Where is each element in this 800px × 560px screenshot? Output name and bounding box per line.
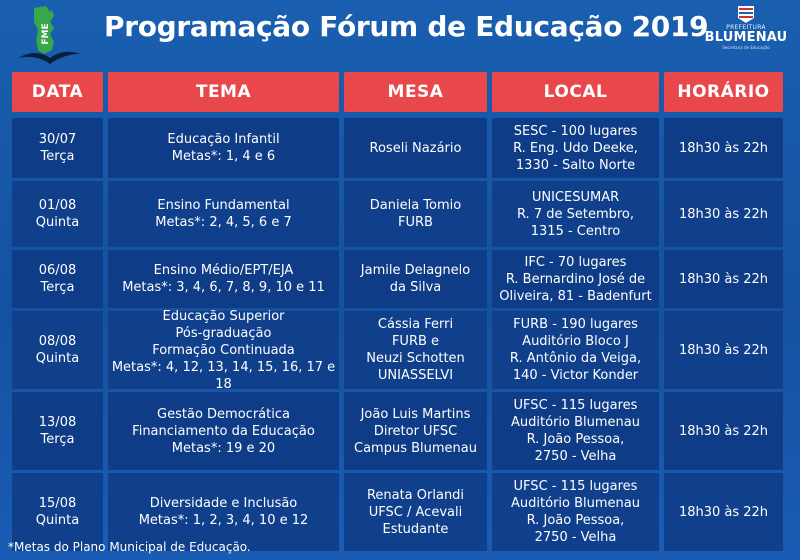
schedule-table [12, 72, 788, 554]
mesa-cell [344, 473, 487, 551]
local-cell-line: UFSC - 115 lugares [513, 479, 638, 494]
table-row [12, 392, 788, 470]
column-header-data: DATA [12, 72, 103, 112]
table-row [12, 250, 788, 308]
tema-cell-line: Financiamento da Educação [132, 423, 315, 439]
table-row [12, 308, 788, 392]
mesa-cell-line: FURB [398, 215, 433, 230]
date-cell [12, 250, 103, 308]
local-cell [492, 250, 659, 308]
local-cell-line: R. João Pessoa, [526, 513, 625, 528]
mesa-cell-line: Neuzi Schotten [366, 351, 465, 366]
tema-cell-line: Metas*: 2, 4, 5, 6 e 7 [155, 215, 292, 230]
horario-cell: 18h30 às 22h [664, 392, 783, 470]
mesa-cell-line: Renata Orlandi [366, 487, 465, 503]
date-cell-line: Quinta [35, 351, 80, 366]
local-cell [492, 311, 659, 389]
mesa-cell-line: Daniela Tomio [369, 198, 462, 213]
mesa-cell [344, 311, 487, 389]
tema-cell-line: Ensino Fundamental [157, 198, 290, 213]
local-cell [492, 392, 659, 470]
mesa-cell-line: Roseli Nazário [369, 140, 462, 156]
local-cell-line: Oliveira, 81 - Badenfurt [499, 288, 652, 304]
date-cell-line: 06/08 [38, 263, 77, 278]
prefeitura-logo [700, 4, 792, 62]
date-cell [12, 392, 103, 470]
date-cell-line: 15/08 [38, 496, 77, 511]
date-cell-line: 01/08 [38, 198, 77, 213]
tema-cell-line: Metas*: 1, 2, 3, 4, 10 e 12 [138, 513, 309, 528]
local-cell-line: R. João Pessoa, [526, 432, 625, 447]
mesa-cell-line: João Luis Martins [360, 406, 471, 422]
local-cell-line: 2750 - Velha [534, 449, 617, 464]
local-cell-line: R. Bernardino José de [505, 271, 646, 287]
local-cell-line: SESC - 100 lugares [513, 123, 638, 139]
tema-cell-line: Formação Continuada [152, 342, 295, 358]
column-header-horario: HORÁRIO [664, 72, 783, 112]
date-cell-line: Terça [40, 432, 75, 447]
local-cell-line: Auditório Blumenau [511, 415, 640, 430]
tema-cell-line: Metas*: 3, 4, 6, 7, 8, 9, 10 e 11 [122, 280, 325, 295]
column-header-tema: TEMA [108, 72, 339, 112]
mesa-cell-line: da Silva [389, 280, 442, 295]
horario-cell: 18h30 às 22h [664, 250, 783, 308]
tema-cell [108, 308, 339, 392]
page-title: Programação Fórum de Educação 2019 [104, 10, 709, 43]
date-cell-line: 08/08 [38, 334, 77, 349]
tema-cell-line: Educação Superior [162, 308, 285, 324]
local-cell-line: 140 - Victor Konder [512, 368, 639, 383]
mesa-cell-line: Diretor UFSC [373, 423, 458, 439]
mesa-cell-line: Campus Blumenau [354, 440, 477, 456]
tema-cell-line: Metas*: 19 e 20 [171, 440, 276, 456]
local-cell-line: 1315 - Centro [530, 223, 621, 239]
blumenau-label: BLUMENAU [704, 30, 788, 45]
mesa-cell [344, 250, 487, 308]
date-cell [12, 181, 103, 247]
local-cell-line: R. Antônio da Veiga, [509, 351, 642, 366]
tema-cell [108, 118, 339, 178]
tema-cell [108, 392, 339, 470]
mesa-cell-line: UFSC / Acevali [368, 504, 463, 520]
local-cell-line: IFC - 70 lugares [524, 254, 627, 270]
mesa-cell [344, 392, 487, 470]
secretaria-label: Secretaria de Educação [722, 45, 770, 50]
tema-cell-line: Pós-graduação [175, 325, 272, 341]
tema-cell [108, 250, 339, 308]
blumenau-flag-icon [734, 4, 758, 24]
horario-cell: 18h30 às 22h [664, 473, 783, 551]
column-header-mesa: MESA [344, 72, 487, 112]
table-row [12, 118, 788, 178]
mesa-cell-line: Estudante [382, 521, 449, 537]
footnote: *Metas do Plano Municipal de Educação. [8, 540, 251, 554]
tema-cell-line: Metas*: 1, 4 e 6 [171, 149, 276, 164]
date-cell [12, 311, 103, 389]
date-cell-line: Quinta [35, 215, 80, 230]
table-row [12, 181, 788, 247]
local-cell-line: FURB - 190 lugares [513, 317, 638, 332]
date-cell [12, 118, 103, 178]
local-cell-line: Auditório Bloco J [522, 334, 629, 349]
local-cell-line: Auditório Blumenau [511, 496, 640, 511]
horario-cell: 18h30 às 22h [664, 181, 783, 247]
mesa-cell-line: UNIASSELVI [377, 368, 454, 383]
local-cell-line: R. 7 de Setembro, [516, 206, 635, 222]
tema-cell [108, 181, 339, 247]
page-header [0, 0, 800, 70]
mesa-cell-line: Jamile Delagnelo [360, 263, 471, 278]
prefeitura-label: PREFEITURA [726, 24, 766, 31]
local-cell [492, 181, 659, 247]
svg-text:FME: FME [41, 23, 51, 45]
date-cell-line: 30/07 [38, 132, 77, 147]
table-header-row [12, 72, 788, 112]
mesa-cell-line: FURB e [391, 334, 440, 349]
date-cell-line: Quinta [35, 513, 80, 528]
tema-cell-line: Educação Infantil [167, 132, 280, 147]
local-cell-line: 2750 - Velha [534, 530, 617, 545]
tema-cell-line: Gestão Democrática [157, 406, 290, 422]
local-cell [492, 118, 659, 178]
horario-cell: 18h30 às 22h [664, 311, 783, 389]
local-cell-line: 1330 - Salto Norte [515, 157, 636, 173]
horario-cell: 18h30 às 22h [664, 118, 783, 178]
local-cell-line: R. Eng. Udo Deeke, [513, 140, 638, 156]
date-cell-line: 13/08 [38, 415, 77, 430]
date-cell-line: Terça [40, 280, 75, 295]
column-header-local: LOCAL [492, 72, 659, 112]
table-body [12, 118, 788, 551]
tema-cell-line: Ensino Médio/EPT/EJA [153, 263, 294, 278]
local-cell-line: UNICESUMAR [531, 189, 620, 205]
fme-logo-icon [16, 4, 82, 68]
tema-cell-line: Diversidade e Inclusão [149, 496, 298, 511]
mesa-cell [344, 181, 487, 247]
local-cell-line: UFSC - 115 lugares [513, 398, 638, 413]
mesa-cell [344, 118, 487, 178]
local-cell [492, 473, 659, 551]
tema-cell-line: Metas*: 4, 12, 13, 14, 15, 16, 17 e 18 [111, 359, 336, 392]
date-cell-line: Terça [40, 149, 75, 164]
mesa-cell-line: Cássia Ferri [377, 317, 454, 332]
